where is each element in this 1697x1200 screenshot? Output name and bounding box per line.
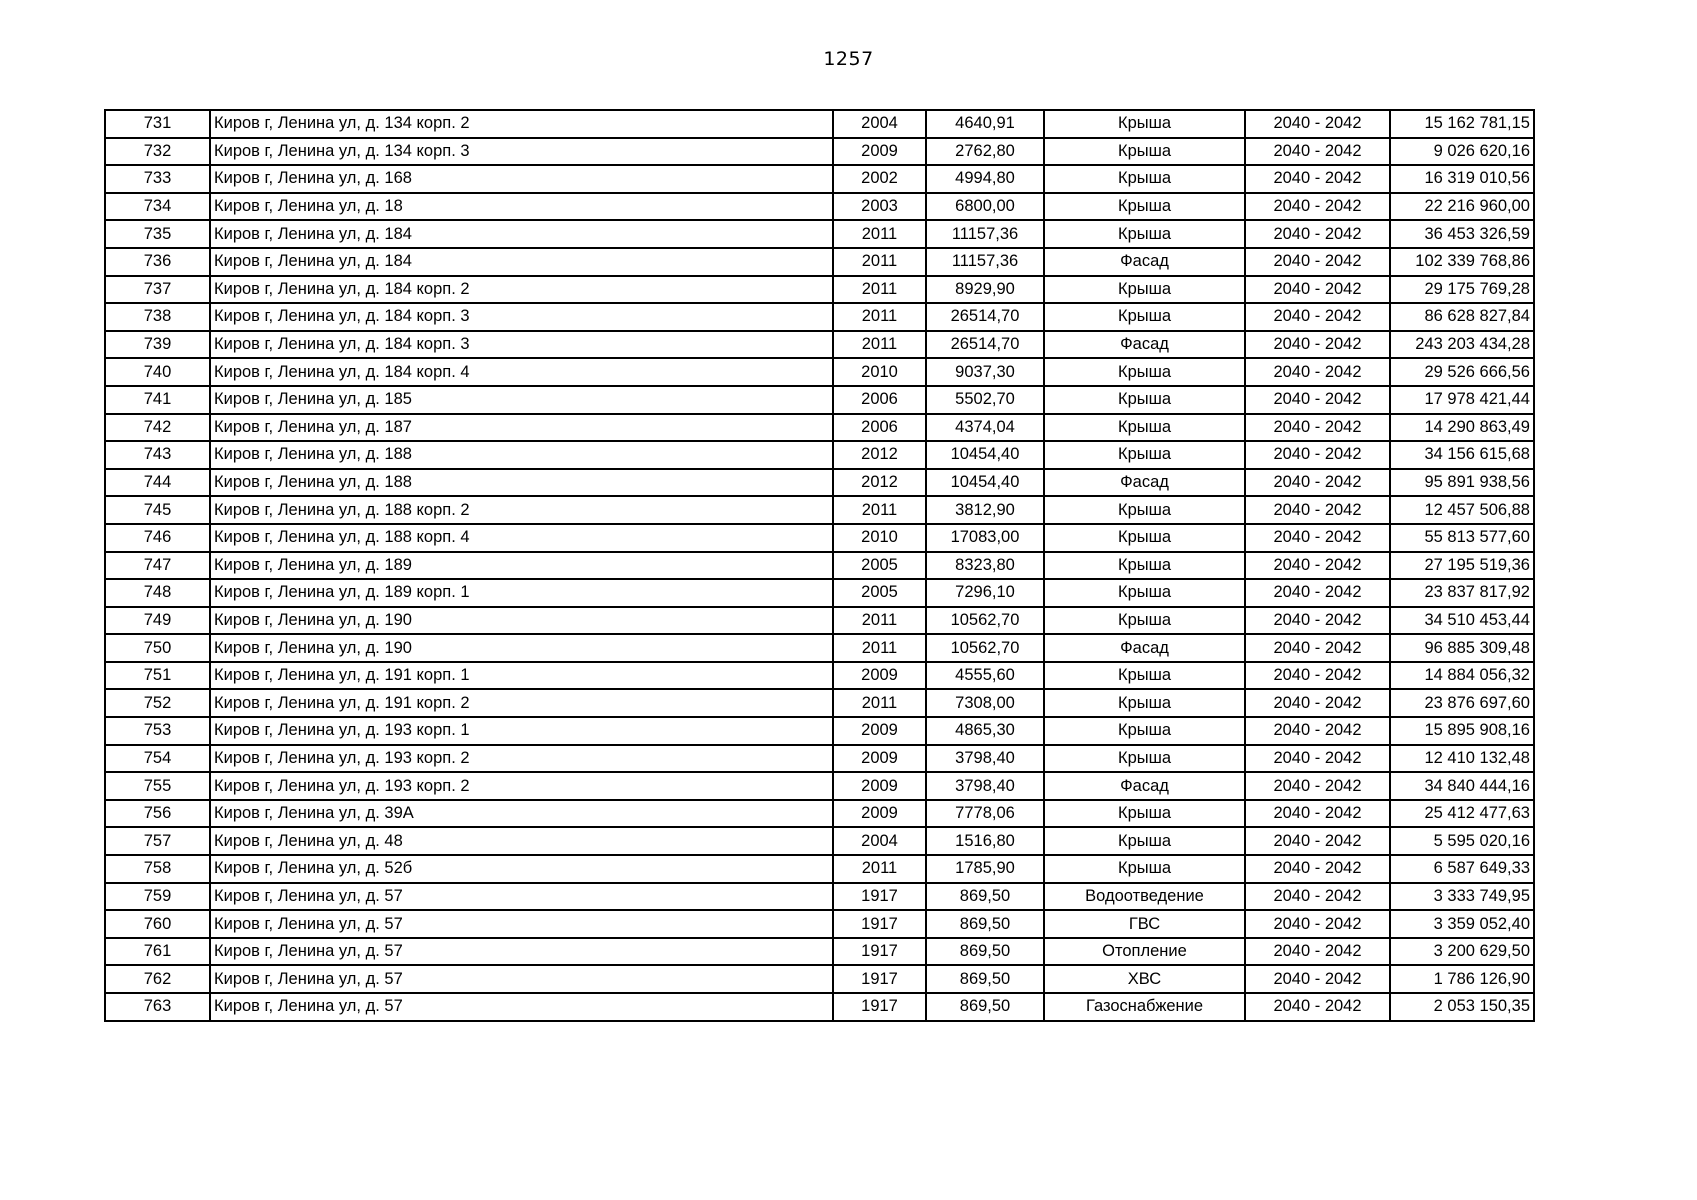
cell-area: 1785,90 <box>926 855 1044 883</box>
cell-work-type: Фасад <box>1044 469 1245 497</box>
cell-area: 6800,00 <box>926 193 1044 221</box>
cell-work-type: Крыша <box>1044 662 1245 690</box>
cell-number: 758 <box>105 855 210 883</box>
cell-address: Киров г, Ленина ул, д. 184 корп. 3 <box>210 331 833 359</box>
cell-number: 741 <box>105 386 210 414</box>
cell-period: 2040 - 2042 <box>1245 303 1390 331</box>
cell-area: 10454,40 <box>926 469 1044 497</box>
cell-year: 2011 <box>833 303 926 331</box>
cell-period: 2040 - 2042 <box>1245 358 1390 386</box>
cell-year: 2004 <box>833 110 926 138</box>
cell-number: 739 <box>105 331 210 359</box>
cell-number: 734 <box>105 193 210 221</box>
cell-cost: 27 195 519,36 <box>1390 552 1534 580</box>
cell-period: 2040 - 2042 <box>1245 276 1390 304</box>
cell-cost: 86 628 827,84 <box>1390 303 1534 331</box>
cell-number: 737 <box>105 276 210 304</box>
cell-address: Киров г, Ленина ул, д. 193 корп. 1 <box>210 717 833 745</box>
cell-address: Киров г, Ленина ул, д. 193 корп. 2 <box>210 745 833 773</box>
table-row <box>105 303 1534 331</box>
cell-work-type: Отопление <box>1044 938 1245 966</box>
cell-address: Киров г, Ленина ул, д. 187 <box>210 414 833 442</box>
cell-number: 754 <box>105 745 210 773</box>
cell-cost: 1 786 126,90 <box>1390 965 1534 993</box>
cell-area: 7308,00 <box>926 689 1044 717</box>
cell-period: 2040 - 2042 <box>1245 552 1390 580</box>
cell-period: 2040 - 2042 <box>1245 689 1390 717</box>
cell-period: 2040 - 2042 <box>1245 662 1390 690</box>
cell-work-type: Крыша <box>1044 689 1245 717</box>
cell-year: 1917 <box>833 965 926 993</box>
cell-period: 2040 - 2042 <box>1245 193 1390 221</box>
cell-address: Киров г, Ленина ул, д. 188 корп. 2 <box>210 496 833 524</box>
table-row <box>105 827 1534 855</box>
cell-area: 11157,36 <box>926 220 1044 248</box>
cell-cost: 17 978 421,44 <box>1390 386 1534 414</box>
cell-year: 2009 <box>833 138 926 166</box>
table-row <box>105 800 1534 828</box>
cell-address: Киров г, Ленина ул, д. 134 корп. 2 <box>210 110 833 138</box>
cell-number: 756 <box>105 800 210 828</box>
cell-area: 8323,80 <box>926 552 1044 580</box>
cell-period: 2040 - 2042 <box>1245 855 1390 883</box>
cell-work-type: Фасад <box>1044 248 1245 276</box>
cell-period: 2040 - 2042 <box>1245 965 1390 993</box>
cell-area: 26514,70 <box>926 303 1044 331</box>
cell-work-type: Крыша <box>1044 717 1245 745</box>
cell-cost: 29 526 666,56 <box>1390 358 1534 386</box>
table-row <box>105 220 1534 248</box>
cell-year: 2009 <box>833 800 926 828</box>
cell-area: 869,50 <box>926 965 1044 993</box>
cell-address: Киров г, Ленина ул, д. 134 корп. 3 <box>210 138 833 166</box>
cell-address: Киров г, Ленина ул, д. 188 <box>210 441 833 469</box>
cell-work-type: ХВС <box>1044 965 1245 993</box>
cell-cost: 15 162 781,15 <box>1390 110 1534 138</box>
cell-year: 2002 <box>833 165 926 193</box>
cell-cost: 9 026 620,16 <box>1390 138 1534 166</box>
cell-address: Киров г, Ленина ул, д. 184 корп. 3 <box>210 303 833 331</box>
cell-work-type: Крыша <box>1044 745 1245 773</box>
cell-address: Киров г, Ленина ул, д. 185 <box>210 386 833 414</box>
cell-work-type: Фасад <box>1044 634 1245 662</box>
registry-table <box>104 109 1535 1022</box>
cell-number: 742 <box>105 414 210 442</box>
cell-number: 762 <box>105 965 210 993</box>
cell-work-type: Крыша <box>1044 496 1245 524</box>
cell-number: 760 <box>105 910 210 938</box>
cell-period: 2040 - 2042 <box>1245 634 1390 662</box>
cell-period: 2040 - 2042 <box>1245 772 1390 800</box>
registry-table-body <box>105 110 1534 1021</box>
cell-address: Киров г, Ленина ул, д. 190 <box>210 634 833 662</box>
cell-period: 2040 - 2042 <box>1245 524 1390 552</box>
cell-period: 2040 - 2042 <box>1245 441 1390 469</box>
cell-cost: 3 200 629,50 <box>1390 938 1534 966</box>
cell-cost: 15 895 908,16 <box>1390 717 1534 745</box>
cell-area: 26514,70 <box>926 331 1044 359</box>
cell-address: Киров г, Ленина ул, д. 39А <box>210 800 833 828</box>
cell-address: Киров г, Ленина ул, д. 168 <box>210 165 833 193</box>
table-row <box>105 993 1534 1021</box>
table-row <box>105 552 1534 580</box>
cell-cost: 12 410 132,48 <box>1390 745 1534 773</box>
cell-number: 735 <box>105 220 210 248</box>
table-row <box>105 883 1534 911</box>
cell-number: 736 <box>105 248 210 276</box>
cell-number: 750 <box>105 634 210 662</box>
cell-area: 4374,04 <box>926 414 1044 442</box>
cell-period: 2040 - 2042 <box>1245 414 1390 442</box>
cell-cost: 25 412 477,63 <box>1390 800 1534 828</box>
cell-address: Киров г, Ленина ул, д. 184 <box>210 248 833 276</box>
cell-number: 748 <box>105 579 210 607</box>
cell-cost: 6 587 649,33 <box>1390 855 1534 883</box>
cell-area: 869,50 <box>926 938 1044 966</box>
table-row <box>105 634 1534 662</box>
cell-cost: 95 891 938,56 <box>1390 469 1534 497</box>
cell-cost: 96 885 309,48 <box>1390 634 1534 662</box>
table-row <box>105 772 1534 800</box>
cell-address: Киров г, Ленина ул, д. 191 корп. 2 <box>210 689 833 717</box>
cell-number: 757 <box>105 827 210 855</box>
cell-period: 2040 - 2042 <box>1245 220 1390 248</box>
cell-cost: 5 595 020,16 <box>1390 827 1534 855</box>
cell-year: 2009 <box>833 772 926 800</box>
cell-work-type: Крыша <box>1044 607 1245 635</box>
cell-work-type: Крыша <box>1044 165 1245 193</box>
cell-period: 2040 - 2042 <box>1245 386 1390 414</box>
cell-area: 8929,90 <box>926 276 1044 304</box>
cell-period: 2040 - 2042 <box>1245 579 1390 607</box>
cell-number: 733 <box>105 165 210 193</box>
cell-work-type: Крыша <box>1044 579 1245 607</box>
cell-work-type: Фасад <box>1044 772 1245 800</box>
cell-address: Киров г, Ленина ул, д. 57 <box>210 883 833 911</box>
cell-year: 2009 <box>833 717 926 745</box>
cell-address: Киров г, Ленина ул, д. 191 корп. 1 <box>210 662 833 690</box>
cell-area: 10562,70 <box>926 607 1044 635</box>
cell-area: 1516,80 <box>926 827 1044 855</box>
cell-year: 2009 <box>833 662 926 690</box>
cell-number: 753 <box>105 717 210 745</box>
cell-cost: 14 290 863,49 <box>1390 414 1534 442</box>
cell-number: 761 <box>105 938 210 966</box>
cell-year: 2010 <box>833 358 926 386</box>
cell-address: Киров г, Ленина ул, д. 48 <box>210 827 833 855</box>
cell-work-type: Крыша <box>1044 303 1245 331</box>
cell-address: Киров г, Ленина ул, д. 57 <box>210 938 833 966</box>
cell-period: 2040 - 2042 <box>1245 910 1390 938</box>
cell-period: 2040 - 2042 <box>1245 800 1390 828</box>
cell-area: 3798,40 <box>926 745 1044 773</box>
cell-cost: 2 053 150,35 <box>1390 993 1534 1021</box>
cell-area: 7296,10 <box>926 579 1044 607</box>
cell-cost: 12 457 506,88 <box>1390 496 1534 524</box>
cell-year: 2011 <box>833 248 926 276</box>
cell-year: 2006 <box>833 414 926 442</box>
cell-area: 2762,80 <box>926 138 1044 166</box>
cell-cost: 3 333 749,95 <box>1390 883 1534 911</box>
cell-area: 17083,00 <box>926 524 1044 552</box>
table-row <box>105 386 1534 414</box>
cell-area: 4994,80 <box>926 165 1044 193</box>
cell-area: 4640,91 <box>926 110 1044 138</box>
cell-area: 10562,70 <box>926 634 1044 662</box>
cell-work-type: Крыша <box>1044 800 1245 828</box>
cell-number: 745 <box>105 496 210 524</box>
cell-area: 7778,06 <box>926 800 1044 828</box>
cell-address: Киров г, Ленина ул, д. 188 корп. 4 <box>210 524 833 552</box>
cell-cost: 22 216 960,00 <box>1390 193 1534 221</box>
cell-number: 743 <box>105 441 210 469</box>
cell-year: 2011 <box>833 607 926 635</box>
page-number: 1257 <box>823 48 874 70</box>
cell-work-type: Крыша <box>1044 386 1245 414</box>
table-row <box>105 607 1534 635</box>
cell-work-type: Крыша <box>1044 827 1245 855</box>
cell-year: 2011 <box>833 220 926 248</box>
cell-year: 2005 <box>833 579 926 607</box>
cell-cost: 34 510 453,44 <box>1390 607 1534 635</box>
cell-number: 740 <box>105 358 210 386</box>
cell-work-type: Газоснабжение <box>1044 993 1245 1021</box>
table-row <box>105 138 1534 166</box>
cell-number: 751 <box>105 662 210 690</box>
cell-year: 2006 <box>833 386 926 414</box>
cell-address: Киров г, Ленина ул, д. 193 корп. 2 <box>210 772 833 800</box>
cell-area: 869,50 <box>926 883 1044 911</box>
cell-address: Киров г, Ленина ул, д. 184 <box>210 220 833 248</box>
cell-area: 3798,40 <box>926 772 1044 800</box>
cell-area: 11157,36 <box>926 248 1044 276</box>
cell-number: 746 <box>105 524 210 552</box>
cell-work-type: Водоотведение <box>1044 883 1245 911</box>
table-row <box>105 579 1534 607</box>
cell-work-type: Крыша <box>1044 552 1245 580</box>
cell-number: 738 <box>105 303 210 331</box>
table-row <box>105 441 1534 469</box>
cell-number: 744 <box>105 469 210 497</box>
cell-number: 747 <box>105 552 210 580</box>
table-row <box>105 662 1534 690</box>
cell-period: 2040 - 2042 <box>1245 607 1390 635</box>
cell-work-type: Фасад <box>1044 331 1245 359</box>
cell-work-type: ГВС <box>1044 910 1245 938</box>
cell-cost: 16 319 010,56 <box>1390 165 1534 193</box>
table-row <box>105 469 1534 497</box>
cell-cost: 102 339 768,86 <box>1390 248 1534 276</box>
cell-address: Киров г, Ленина ул, д. 57 <box>210 965 833 993</box>
cell-year: 2003 <box>833 193 926 221</box>
cell-address: Киров г, Ленина ул, д. 18 <box>210 193 833 221</box>
cell-period: 2040 - 2042 <box>1245 717 1390 745</box>
cell-number: 763 <box>105 993 210 1021</box>
cell-address: Киров г, Ленина ул, д. 189 <box>210 552 833 580</box>
cell-cost: 34 156 615,68 <box>1390 441 1534 469</box>
table-row <box>105 414 1534 442</box>
cell-period: 2040 - 2042 <box>1245 745 1390 773</box>
cell-year: 2009 <box>833 745 926 773</box>
cell-cost: 23 837 817,92 <box>1390 579 1534 607</box>
cell-year: 2011 <box>833 689 926 717</box>
cell-area: 4555,60 <box>926 662 1044 690</box>
cell-period: 2040 - 2042 <box>1245 110 1390 138</box>
cell-address: Киров г, Ленина ул, д. 57 <box>210 910 833 938</box>
cell-year: 2004 <box>833 827 926 855</box>
cell-number: 752 <box>105 689 210 717</box>
table-row <box>105 248 1534 276</box>
cell-period: 2040 - 2042 <box>1245 248 1390 276</box>
cell-number: 759 <box>105 883 210 911</box>
cell-year: 2012 <box>833 441 926 469</box>
cell-period: 2040 - 2042 <box>1245 138 1390 166</box>
cell-year: 2011 <box>833 276 926 304</box>
cell-year: 1917 <box>833 993 926 1021</box>
table-row <box>105 965 1534 993</box>
cell-address: Киров г, Ленина ул, д. 184 корп. 4 <box>210 358 833 386</box>
cell-address: Киров г, Ленина ул, д. 190 <box>210 607 833 635</box>
cell-year: 2012 <box>833 469 926 497</box>
cell-work-type: Крыша <box>1044 414 1245 442</box>
table-row <box>105 717 1534 745</box>
cell-period: 2040 - 2042 <box>1245 331 1390 359</box>
table-row <box>105 745 1534 773</box>
cell-number: 731 <box>105 110 210 138</box>
cell-period: 2040 - 2042 <box>1245 165 1390 193</box>
cell-area: 869,50 <box>926 910 1044 938</box>
cell-cost: 243 203 434,28 <box>1390 331 1534 359</box>
cell-period: 2040 - 2042 <box>1245 496 1390 524</box>
cell-period: 2040 - 2042 <box>1245 469 1390 497</box>
cell-work-type: Крыша <box>1044 138 1245 166</box>
cell-work-type: Крыша <box>1044 110 1245 138</box>
cell-cost: 29 175 769,28 <box>1390 276 1534 304</box>
table-row <box>105 193 1534 221</box>
cell-year: 2005 <box>833 552 926 580</box>
table-row <box>105 855 1534 883</box>
cell-work-type: Крыша <box>1044 193 1245 221</box>
cell-area: 3812,90 <box>926 496 1044 524</box>
cell-area: 4865,30 <box>926 717 1044 745</box>
cell-area: 9037,30 <box>926 358 1044 386</box>
table-row <box>105 276 1534 304</box>
cell-area: 869,50 <box>926 993 1044 1021</box>
cell-address: Киров г, Ленина ул, д. 188 <box>210 469 833 497</box>
cell-address: Киров г, Ленина ул, д. 184 корп. 2 <box>210 276 833 304</box>
cell-year: 2011 <box>833 496 926 524</box>
cell-year: 1917 <box>833 938 926 966</box>
table-row <box>105 110 1534 138</box>
cell-cost: 23 876 697,60 <box>1390 689 1534 717</box>
table-row <box>105 331 1534 359</box>
cell-area: 10454,40 <box>926 441 1044 469</box>
cell-work-type: Крыша <box>1044 855 1245 883</box>
cell-work-type: Крыша <box>1044 358 1245 386</box>
table-row <box>105 689 1534 717</box>
cell-year: 2010 <box>833 524 926 552</box>
cell-address: Киров г, Ленина ул, д. 189 корп. 1 <box>210 579 833 607</box>
cell-address: Киров г, Ленина ул, д. 57 <box>210 993 833 1021</box>
cell-number: 732 <box>105 138 210 166</box>
cell-period: 2040 - 2042 <box>1245 827 1390 855</box>
cell-cost: 34 840 444,16 <box>1390 772 1534 800</box>
table-row <box>105 524 1534 552</box>
cell-area: 5502,70 <box>926 386 1044 414</box>
cell-work-type: Крыша <box>1044 524 1245 552</box>
cell-year: 2011 <box>833 855 926 883</box>
cell-cost: 55 813 577,60 <box>1390 524 1534 552</box>
cell-number: 749 <box>105 607 210 635</box>
cell-period: 2040 - 2042 <box>1245 938 1390 966</box>
cell-address: Киров г, Ленина ул, д. 52б <box>210 855 833 883</box>
cell-year: 1917 <box>833 910 926 938</box>
table-row <box>105 938 1534 966</box>
table-row <box>105 496 1534 524</box>
table-row <box>105 165 1534 193</box>
cell-year: 2011 <box>833 331 926 359</box>
cell-number: 755 <box>105 772 210 800</box>
cell-work-type: Крыша <box>1044 220 1245 248</box>
cell-cost: 14 884 056,32 <box>1390 662 1534 690</box>
table-row <box>105 910 1534 938</box>
cell-cost: 36 453 326,59 <box>1390 220 1534 248</box>
cell-period: 2040 - 2042 <box>1245 883 1390 911</box>
cell-work-type: Крыша <box>1044 276 1245 304</box>
cell-cost: 3 359 052,40 <box>1390 910 1534 938</box>
cell-year: 2011 <box>833 634 926 662</box>
cell-year: 1917 <box>833 883 926 911</box>
cell-work-type: Крыша <box>1044 441 1245 469</box>
table-row <box>105 358 1534 386</box>
cell-period: 2040 - 2042 <box>1245 993 1390 1021</box>
